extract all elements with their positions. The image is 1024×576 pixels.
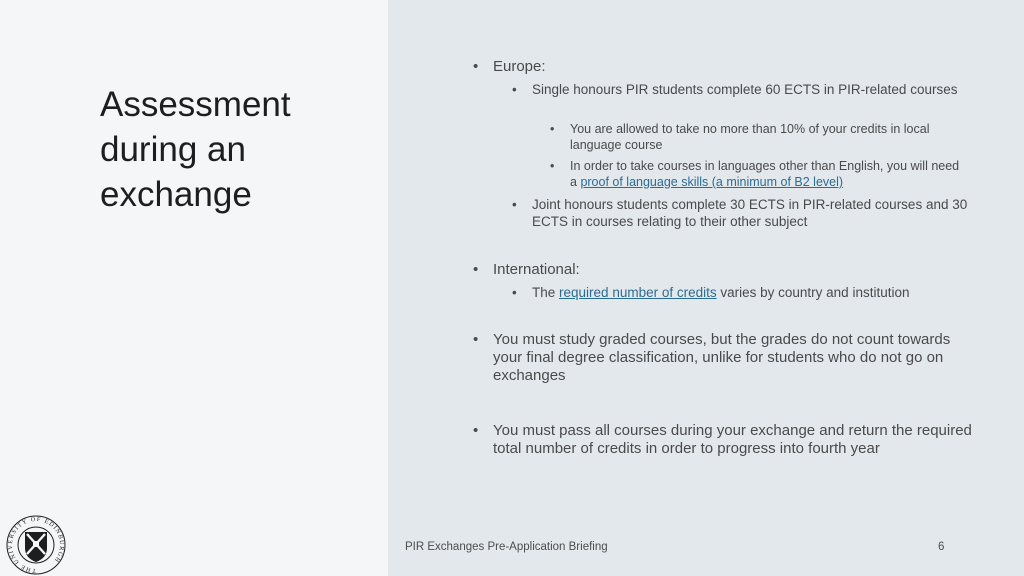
international-credits-suffix: varies by country and institution xyxy=(720,285,910,300)
bullet-pass-courses: • You must pass all courses during your exchange and return the required total number of credits in order to progress into fourth year xyxy=(493,422,973,458)
bullet-europe-joint-honours: • Joint honours students complete 30 ECTS in PIR-related courses and 30 ECTS in courses relating to their other subject xyxy=(532,196,982,230)
required-number-of-credits-link[interactable]: required number of credits xyxy=(559,285,717,300)
title-line-3: exchange xyxy=(100,175,252,214)
bullet-europe: • Europe: xyxy=(493,58,963,76)
bullet-international: • International: xyxy=(493,261,963,279)
bullet-europe-single-honours: • Single honours PIR students complete 60 ECTS in PIR-related courses xyxy=(532,81,962,98)
bullet-international-credits xyxy=(532,284,992,301)
page-number: 6 xyxy=(938,541,945,553)
international-credits-prefix: The xyxy=(532,285,556,300)
title-line-2: during an xyxy=(100,130,246,169)
slide-footer: PIR Exchanges Pre-Application Briefing xyxy=(405,541,608,553)
logo-ring-text: THE UNIVERSITY OF EDINBURGH xyxy=(6,515,66,575)
bullet-graded-courses: • You must study graded courses, but the grades do not count towards your final degree classification, unlike for students who do not go on exchanges xyxy=(493,331,973,385)
language-skills-prefix: In order to take courses in languages other than English, you will need a xyxy=(570,159,960,189)
proof-of-language-skills-link[interactable]: proof of language skills (a minimum of B2 level) xyxy=(580,175,844,189)
university-crest-logo xyxy=(3,514,69,576)
bullet-europe-local-language: • You are allowed to take no more than 10% of your credits in local language course xyxy=(570,121,965,153)
slide-title xyxy=(100,82,370,217)
title-line-1: Assessment xyxy=(100,85,291,124)
bullet-europe-language-skills xyxy=(570,158,965,190)
